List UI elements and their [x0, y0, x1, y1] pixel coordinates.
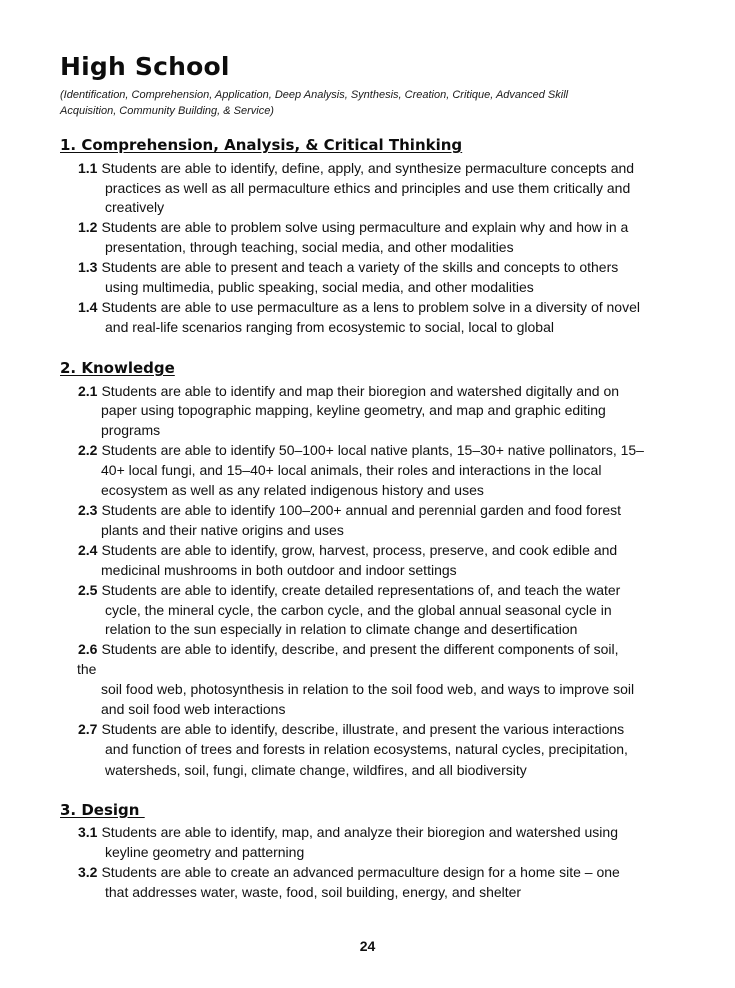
list-item-continuation: and soil food web interactions [101, 701, 286, 717]
section-comprehension [60, 135, 700, 155]
list-item-continuation: the [77, 661, 97, 677]
list-item: 2.5 Students are able to identify, create detailed representations of, and teach the water [78, 582, 621, 598]
list-item: 1.3 Students are able to present and teach a variety of the skills and concepts to others [78, 259, 619, 275]
list-item: 2.7 Students are able to identify, describe, illustrate, and present the various interactions [78, 721, 625, 737]
list-item-continuation: presentation, through teaching, social media, and other modalities [105, 239, 514, 255]
section-heading: 3. Design [60, 801, 145, 819]
list-item: 1.4 Students are able to use permaculture as a lens to problem solve in a diversity of novel [78, 299, 640, 315]
list-item-continuation: cycle, the mineral cycle, the carbon cycle, and the global annual seasonal cycle in [105, 602, 612, 618]
list-item: 1.1 Students are able to identify, define, apply, and synthesize permaculture concepts and [78, 160, 635, 176]
list-item: 2.4 Students are able to identify, grow, harvest, process, preserve, and cook edible and [78, 542, 618, 558]
subtitle-line: Acquisition, Community Building, & Service) [60, 105, 274, 117]
page-number: 24 [359, 938, 376, 954]
list-item-continuation: 40+ local fungi, and 15–40+ local animals, their roles and interactions in the local [101, 462, 602, 478]
list-item-continuation: watersheds, soil, fungi, climate change, wildfires, and all biodiversity [105, 762, 527, 778]
list-item-continuation: practices as well as all permaculture ethics and principles and use them critically and [105, 180, 631, 196]
list-item-continuation: medicinal mushrooms in both outdoor and indoor settings [101, 562, 457, 578]
list-item-continuation: and real-life scenarios ranging from ecosystemic to social, local to global [105, 319, 554, 335]
list-item-continuation: using multimedia, public speaking, social media, and other modalities [105, 279, 534, 295]
subtitle-line: (Identification, Comprehension, Application, Deep Analysis, Synthesis, Creation, Critique, Advanced Skill [60, 89, 569, 101]
list-item-continuation: ecosystem as well as any related indigenous history and uses [101, 482, 484, 498]
list-item-continuation: relation to the sun especially in relation to climate change and desertification [105, 621, 578, 637]
list-item: 3.1 Students are able to identify, map, and analyze their bioregion and watershed using [78, 824, 618, 840]
list-item-continuation: paper using topographic mapping, keyline geometry, and map and graphic editing [101, 402, 606, 418]
list-item: 1.2 Students are able to problem solve using permaculture and explain why and how in a [78, 219, 629, 235]
list-item-continuation: plants and their native origins and uses [101, 522, 344, 538]
list-item: 3.2 Students are able to create an advanced permaculture design for a home site – one [78, 864, 620, 880]
list-item-continuation: soil food web, photosynthesis in relation to the soil food web, and ways to improve soil [101, 681, 635, 697]
page-title: High School [60, 52, 230, 81]
list-item-continuation: and function of trees and forests in relation ecosystems, natural cycles, precipitation, [105, 741, 628, 757]
list-item-continuation: creatively [105, 199, 165, 215]
section-knowledge [60, 358, 700, 378]
page-subtitle [60, 87, 660, 119]
list-item: 2.3 Students are able to identify 100–200+ annual and perennial garden and food forest [78, 502, 622, 518]
list-item: 2.1 Students are able to identify and map their bioregion and watershed digitally and on [78, 383, 620, 399]
section-heading: 1. Comprehension, Analysis, & Critical Thinking [60, 136, 463, 154]
list-item-continuation: that addresses water, waste, food, soil building, energy, and shelter [105, 884, 522, 900]
section-design [60, 800, 700, 820]
list-item: 2.2 Students are able to identify 50–100+ local native plants, 15–30+ native pollinators, 15– [78, 442, 644, 458]
section-heading: 2. Knowledge [60, 359, 175, 377]
list-item-continuation: programs [101, 422, 161, 438]
list-item-continuation: keyline geometry and patterning [105, 844, 305, 860]
list-item: 2.6 Students are able to identify, describe, and present the different components of soil, [78, 641, 619, 657]
